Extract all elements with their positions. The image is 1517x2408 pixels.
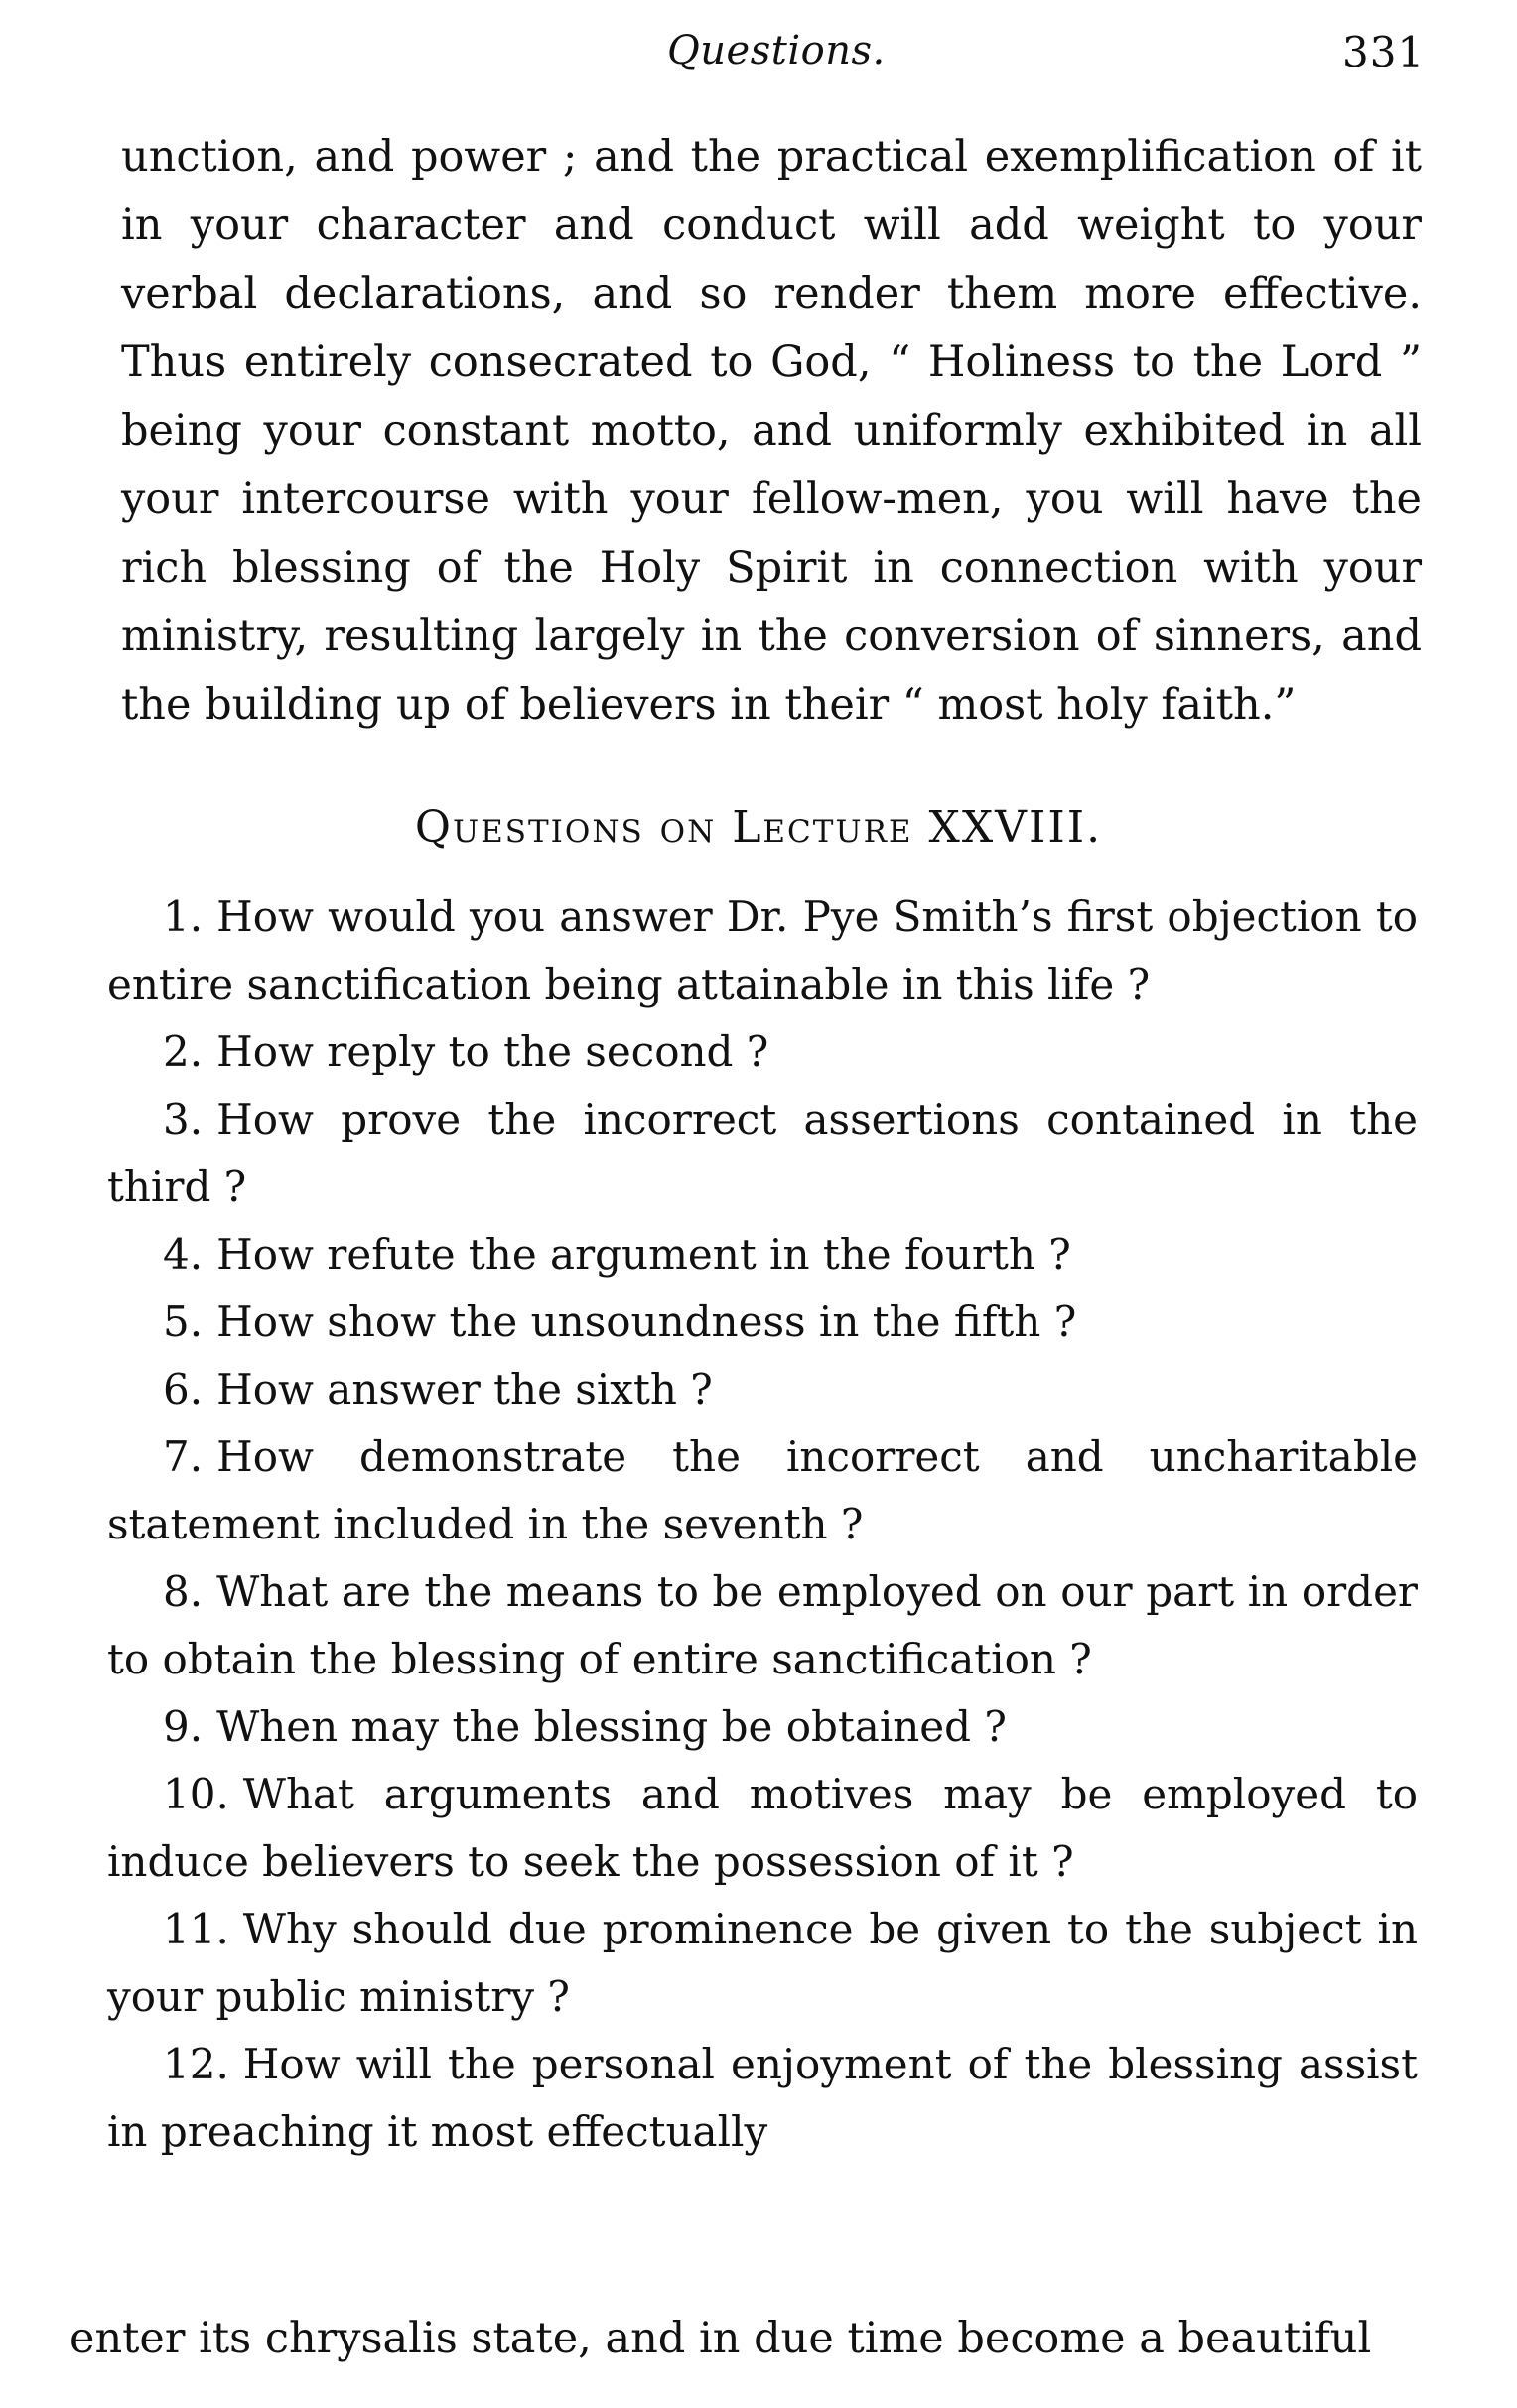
question-text: How prove the incorrect assertions contained in the third ? (107, 1095, 1418, 1211)
question-text: How refute the argument in the fourth ? (216, 1230, 1071, 1278)
question-item (107, 1558, 1418, 1693)
question-number: 6. (163, 1365, 204, 1413)
question-number: 11. (163, 1905, 229, 1953)
page-header (0, 28, 1517, 107)
question-text: What are the means to be employed on our part in order to obtain the blessing of entire sanctification ? (107, 1567, 1418, 1683)
question-item (107, 1086, 1418, 1221)
question-text: Why should due prominence be given to the subject in your public ministry ? (107, 1905, 1418, 2021)
question-number: 2. (163, 1027, 204, 1076)
question-text: How answer the sixth ? (216, 1365, 713, 1413)
question-number: 3. (163, 1095, 204, 1143)
question-item (107, 1221, 1418, 1288)
question-number: 1. (163, 892, 204, 941)
question-item (107, 1761, 1418, 1896)
question-item (107, 2031, 1418, 2166)
question-item (107, 1018, 1418, 1086)
question-list (107, 883, 1418, 2166)
question-text: How show the unsoundness in the fifth ? (216, 1297, 1077, 1346)
body-paragraph: unction, and power ; and the practical exemplification of it in your character and conduct will add weight to your verbal declarations, and so render them more effective. Thus entirely consecrated to God, “ Holiness to the Lord ” being your constant motto, and uniformly exhibited in all your intercourse with your fellow-men, you will have the rich blessing of the Holy Spirit in connection with your ministry, resulting largely in the conversion of sinners, and the building up of believers in their “ most holy faith.” (121, 132, 1422, 730)
question-item (107, 1896, 1418, 2031)
section-heading: Questions on Lecture XXVIII. (414, 802, 1103, 853)
question-number: 9. (163, 1702, 204, 1751)
question-text: How would you answer Dr. Pye Smith’s first objection to entire sanctification being attainable in this life ? (107, 892, 1418, 1008)
question-number: 7. (163, 1432, 204, 1481)
question-text: When may the blessing be obtained ? (216, 1702, 1007, 1751)
question-item (107, 1423, 1418, 1558)
next-page-text: enter its chrysalis state, and in due time become a beautiful (69, 2314, 1372, 2363)
question-item (107, 1356, 1418, 1423)
question-number: 8. (163, 1567, 204, 1616)
question-text: How reply to the second ? (216, 1027, 769, 1076)
page-number: 331 (1342, 28, 1426, 76)
question-number: 4. (163, 1230, 204, 1278)
question-item (107, 1288, 1418, 1356)
question-text: How will the personal enjoyment of the blessing assist in preaching it most effectually (107, 2040, 1418, 2156)
question-text: How demonstrate the incorrect and uncharitable statement included in the seventh ? (107, 1432, 1418, 1548)
question-item (107, 883, 1418, 1018)
question-item (107, 1693, 1418, 1761)
question-text: What arguments and motives may be employed to induce believers to seek the possession of it ? (107, 1770, 1418, 1886)
question-number: 12. (163, 2040, 229, 2088)
question-number: 5. (163, 1297, 204, 1346)
running-title: Questions. (667, 28, 886, 73)
question-number: 10. (163, 1770, 229, 1818)
